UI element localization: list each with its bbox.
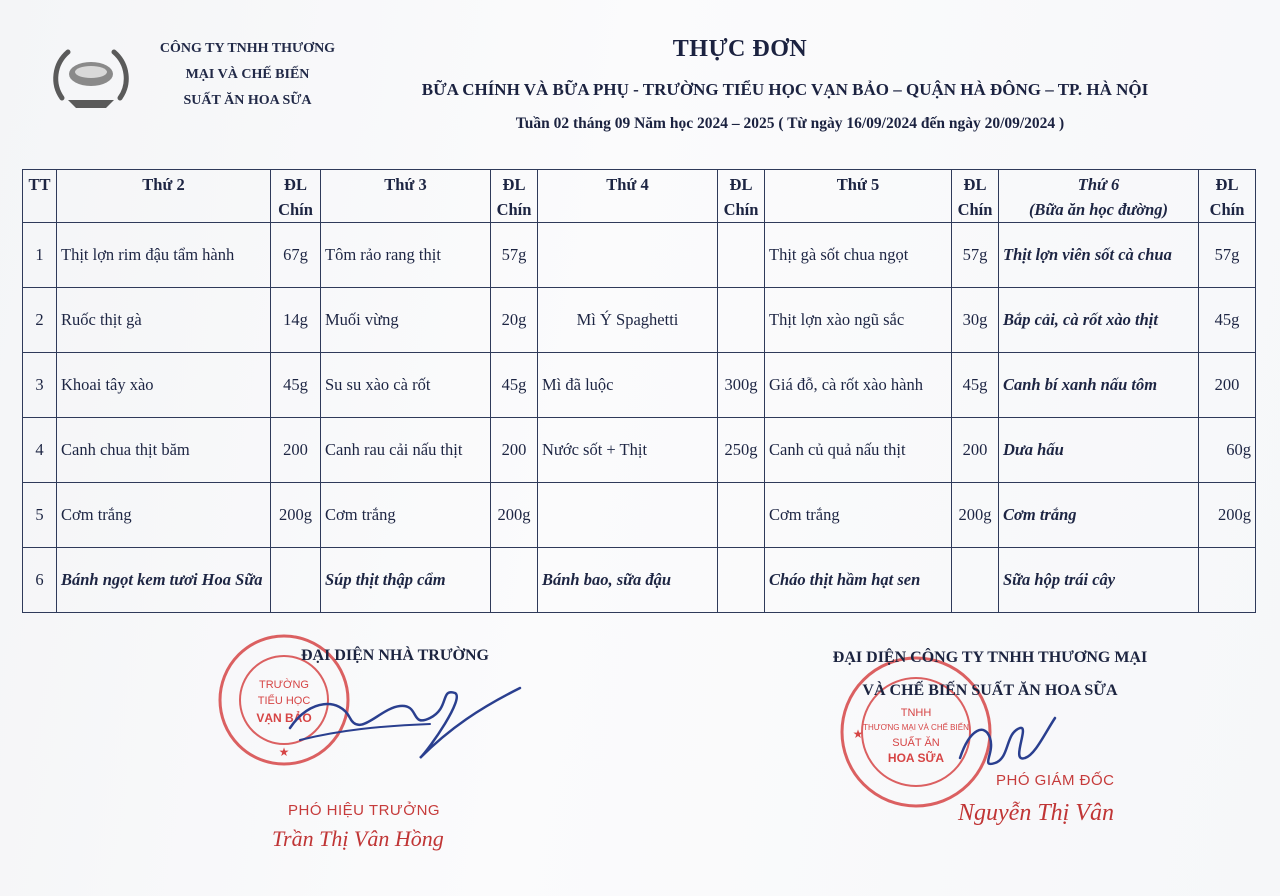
svg-text:VẠN BẢO: VẠN BẢO <box>256 711 312 725</box>
qty-friday: 45g <box>1199 288 1256 353</box>
dish-monday: Ruốc thịt gà <box>57 288 271 353</box>
table-row <box>23 223 1256 288</box>
svg-text:HOA SỮA: HOA SỮA <box>887 751 945 765</box>
table-row <box>23 418 1256 483</box>
header-qty4: ĐL Chín <box>718 170 765 223</box>
svg-text:TNHH: TNHH <box>900 707 932 719</box>
qty-wednesday: 300g <box>718 353 765 418</box>
company-signer-role: PHÓ GIÁM ĐỐC <box>996 772 1115 789</box>
dish-friday: Dưa hấu <box>999 418 1199 483</box>
qty-tuesday: 45g <box>491 353 538 418</box>
dish-wednesday <box>538 223 718 288</box>
dish-tuesday: Cơm trắng <box>321 483 491 548</box>
dish-thursday: Cháo thịt hầm hạt sen <box>765 548 952 613</box>
row-number: 2 <box>23 288 57 353</box>
dish-thursday: Thịt lợn xào ngũ sắc <box>765 288 952 353</box>
dish-wednesday: Mì Ý Spaghetti <box>538 288 718 353</box>
qty-friday: 57g <box>1199 223 1256 288</box>
svg-text:THƯƠNG MẠI VÀ CHẾ BIẾN: THƯƠNG MẠI VÀ CHẾ BIẾN <box>863 723 969 732</box>
dish-friday: Canh bí xanh nấu tôm <box>999 353 1199 418</box>
table-row <box>23 483 1256 548</box>
dish-monday: Khoai tây xào <box>57 353 271 418</box>
company-signer-name: Nguyễn Thị Vân <box>958 800 1114 826</box>
page-subtitle: BỮA CHÍNH VÀ BỮA PHỤ - TRƯỜNG TIỂU HỌC VẠN BẢO – QUẬN HÀ ĐÔNG – TP. HÀ NỘI <box>421 80 1149 99</box>
qty-wednesday: 250g <box>718 418 765 483</box>
qty-thursday: 200g <box>952 483 999 548</box>
qty-wednesday <box>718 223 765 288</box>
qty-friday: 200g <box>1199 483 1256 548</box>
dish-wednesday: Nước sốt + Thịt <box>538 418 718 483</box>
header-day4: Thứ 4 <box>538 170 718 223</box>
dish-monday: Cơm trắng <box>57 483 271 548</box>
dish-thursday: Thịt gà sốt chua ngọt <box>765 223 952 288</box>
dish-tuesday: Súp thịt thập cẩm <box>321 548 491 613</box>
company-name: CÔNG TY TNHH THƯƠNG MẠI VÀ CHẾ BIẾN SUẤT ĂN HOA SỮA <box>159 41 336 108</box>
header-qty5: ĐL Chín <box>952 170 999 223</box>
dish-thursday: Cơm trắng <box>765 483 952 548</box>
qty-monday: 200g <box>271 483 321 548</box>
dish-monday: Canh chua thịt băm <box>57 418 271 483</box>
row-number: 1 <box>23 223 57 288</box>
header-qty6: ĐL Chín <box>1199 170 1256 223</box>
school-signer-role: PHÓ HIỆU TRƯỞNG <box>288 802 441 819</box>
qty-monday <box>271 548 321 613</box>
dish-friday: Bắp cải, cà rốt xào thịt <box>999 288 1199 353</box>
qty-wednesday <box>718 548 765 613</box>
svg-text:TRƯỜNG: TRƯỜNG <box>259 679 309 691</box>
school-signature-icon <box>280 668 530 768</box>
dish-tuesday: Canh rau cải nấu thịt <box>321 418 491 483</box>
header-day3: Thứ 3 <box>321 170 491 223</box>
qty-monday: 14g <box>271 288 321 353</box>
row-number: 4 <box>23 418 57 483</box>
qty-friday <box>1199 548 1256 613</box>
dish-thursday: Canh củ quả nấu thịt <box>765 418 952 483</box>
page-title: THỰC ĐƠN <box>672 36 808 62</box>
dish-wednesday <box>538 483 718 548</box>
dish-tuesday: Tôm rảo rang thịt <box>321 223 491 288</box>
header-tt: TT <box>23 170 57 223</box>
menu-table <box>22 169 1256 613</box>
dish-friday: Sữa hộp trái cây <box>999 548 1199 613</box>
qty-friday: 200 <box>1199 353 1256 418</box>
header-day5: Thứ 5 <box>765 170 952 223</box>
row-number: 6 <box>23 548 57 613</box>
row-number: 3 <box>23 353 57 418</box>
school-representative-heading: ĐẠI DIỆN NHÀ TRƯỜNG <box>300 647 489 664</box>
company-signature-icon <box>950 708 1060 778</box>
dish-tuesday: Su su xào cà rốt <box>321 353 491 418</box>
dish-wednesday: Bánh bao, sữa đậu <box>538 548 718 613</box>
qty-wednesday <box>718 483 765 548</box>
dish-friday: Cơm trắng <box>999 483 1199 548</box>
company-logo-icon <box>48 44 134 110</box>
qty-thursday: 30g <box>952 288 999 353</box>
company-representative-heading: ĐẠI DIỆN CÔNG TY TNHH THƯƠNG MẠI VÀ CHẾ BIẾN SUẤT ĂN HOA SỮA <box>832 649 1148 699</box>
table-header-row <box>23 170 1256 223</box>
qty-thursday: 45g <box>952 353 999 418</box>
qty-thursday <box>952 548 999 613</box>
dish-tuesday: Muối vừng <box>321 288 491 353</box>
qty-tuesday: 200g <box>491 483 538 548</box>
table-row <box>23 353 1256 418</box>
qty-tuesday <box>491 548 538 613</box>
table-row <box>23 548 1256 613</box>
qty-tuesday: 200 <box>491 418 538 483</box>
header-qty3: ĐL Chín <box>491 170 538 223</box>
header-day6: Thứ 6 (Bữa ăn học đường) <box>999 170 1199 223</box>
svg-text:TIỂU HỌC: TIỂU HỌC <box>257 695 311 707</box>
dish-friday: Thịt lợn viên sốt cà chua <box>999 223 1199 288</box>
table-row <box>23 288 1256 353</box>
svg-text:★: ★ <box>852 727 864 741</box>
qty-thursday: 200 <box>952 418 999 483</box>
qty-thursday: 57g <box>952 223 999 288</box>
qty-tuesday: 57g <box>491 223 538 288</box>
header-day2: Thứ 2 <box>57 170 271 223</box>
qty-monday: 67g <box>271 223 321 288</box>
row-number: 5 <box>23 483 57 548</box>
week-range: Tuần 02 tháng 09 Năm học 2024 – 2025 ( Từ ngày 16/09/2024 đến ngày 20/09/2024 ) <box>515 115 1065 132</box>
dish-wednesday: Mì đã luộc <box>538 353 718 418</box>
school-signer-name: Trần Thị Vân Hồng <box>272 826 444 851</box>
qty-monday: 200 <box>271 418 321 483</box>
dish-monday: Bánh ngọt kem tươi Hoa Sữa <box>57 548 271 613</box>
svg-text:SUẤT ĂN: SUẤT ĂN <box>892 737 940 749</box>
dish-monday: Thịt lợn rim đậu tẩm hành <box>57 223 271 288</box>
qty-monday: 45g <box>271 353 321 418</box>
header-qty2: ĐL Chín <box>271 170 321 223</box>
qty-tuesday: 20g <box>491 288 538 353</box>
qty-friday: 60g <box>1199 418 1256 483</box>
dish-thursday: Giá đỗ, cà rốt xào hành <box>765 353 952 418</box>
qty-wednesday <box>718 288 765 353</box>
svg-text:★: ★ <box>278 745 290 759</box>
